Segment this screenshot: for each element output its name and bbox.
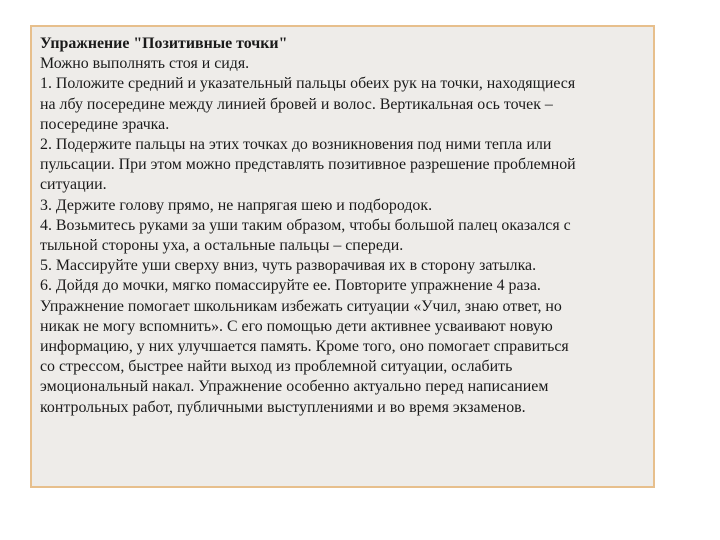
text-line: тыльной стороны уха, а остальные пальцы – спереди. — [40, 237, 404, 255]
text-line: эмоциональный накал. Упражнение особенно актуально перед написанием — [40, 378, 549, 396]
text-line: Упражнение помогает школьникам избежать ситуации «Учил, знаю ответ, но — [40, 297, 562, 315]
text-line: 6. Дойдя до мочки, мягко помассируйте ее. Повторите упражнение 4 раза. — [40, 277, 541, 295]
text-line: информацию, у них улучшается память. Кроме того, оно помогает справиться — [40, 338, 569, 356]
text-card — [30, 25, 655, 488]
text-line: со стрессом, быстрее найти выход из проблемной ситуации, ослабить — [40, 358, 513, 376]
text-line: 3. Держите голову прямо, не напрягая шею и подбородок. — [40, 196, 433, 214]
document-title: Упражнение "Позитивные точки" — [40, 35, 288, 52]
text-line: 4. Возьмитесь руками за уши таким образом, чтобы большой палец оказался с — [40, 216, 571, 234]
document-body — [40, 34, 646, 418]
text-line: Можно выполнять стоя и сидя. — [40, 55, 250, 73]
text-line: 2. Подержите пальцы на этих точках до возникновения под ними тепла или — [40, 136, 552, 154]
text-line: посередине зрачка. — [40, 115, 170, 133]
text-line: ситуации. — [40, 176, 107, 194]
text-line: никак не могу вспомнить». С его помощью дети активнее усваивают новую — [40, 317, 553, 335]
text-line: на лбу посередине между линией бровей и волос. Вертикальная ось точек – — [40, 95, 553, 113]
text-line: пульсации. При этом можно представлять позитивное разрешение проблемной — [40, 156, 576, 174]
text-line: контрольных работ, публичными выступлениями и во время экзаменов. — [40, 398, 526, 416]
text-line: 1. Положите средний и указательный пальцы обеих рук на точки, находящиеся — [40, 75, 576, 93]
text-line: 5. Массируйте уши сверху вниз, чуть разворачивая их в сторону затылка. — [40, 257, 537, 275]
